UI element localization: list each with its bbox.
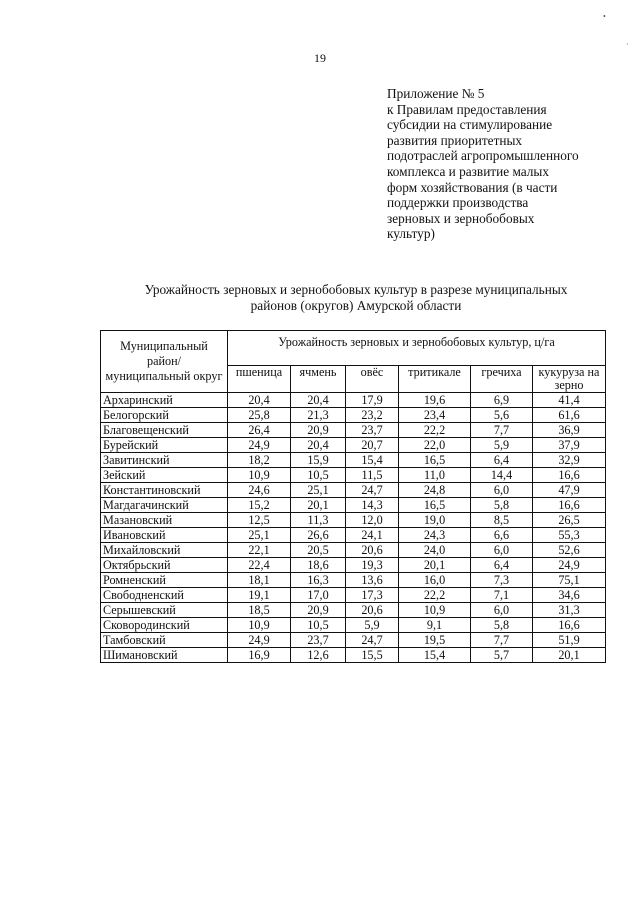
yield-value: 61,6 [533, 408, 606, 423]
yield-value: 20,1 [399, 558, 471, 573]
yield-value: 7,1 [471, 588, 533, 603]
yield-value: 22,0 [399, 438, 471, 453]
table-row [101, 588, 606, 603]
yield-value: 25,1 [291, 483, 346, 498]
yield-value: 25,1 [228, 528, 291, 543]
yield-value: 6,0 [471, 603, 533, 618]
yield-value: 10,5 [291, 618, 346, 633]
yield-value: 5,9 [346, 618, 399, 633]
yield-value: 10,9 [228, 468, 291, 483]
district-name: Мазановский [101, 513, 228, 528]
yield-value: 11,3 [291, 513, 346, 528]
yield-value: 22,1 [228, 543, 291, 558]
yield-value: 7,7 [471, 423, 533, 438]
table-row [101, 543, 606, 558]
yield-value: 16,3 [291, 573, 346, 588]
table-row [101, 423, 606, 438]
yield-value: 14,3 [346, 498, 399, 513]
appendix-note [387, 86, 627, 242]
table-row [101, 468, 606, 483]
yield-value: 9,1 [399, 618, 471, 633]
yield-value: 18,2 [228, 453, 291, 468]
district-name: Серышевский [101, 603, 228, 618]
yield-value: 23,2 [346, 408, 399, 423]
yield-value: 20,1 [533, 648, 606, 663]
yield-value: 15,4 [346, 453, 399, 468]
yield-value: 15,9 [291, 453, 346, 468]
yield-value: 5,8 [471, 498, 533, 513]
title-line: районов (округов) Амурской области [250, 298, 462, 313]
district-name: Михайловский [101, 543, 228, 558]
yield-value: 20,1 [291, 498, 346, 513]
yield-value: 34,6 [533, 588, 606, 603]
yield-value: 31,3 [533, 603, 606, 618]
yield-value: 24,6 [228, 483, 291, 498]
yield-value: 16,0 [399, 573, 471, 588]
yield-value: 19,1 [228, 588, 291, 603]
crop-header-barley: ячмень [291, 366, 346, 393]
appendix-line: комплекса и развитие малых [387, 163, 550, 179]
yield-table-body [101, 393, 606, 663]
table-row [101, 483, 606, 498]
crop-header-corn: кукуруза на зерно [533, 366, 606, 393]
yield-value: 12,6 [291, 648, 346, 663]
yield-value: 19,3 [346, 558, 399, 573]
yield-value: 51,9 [533, 633, 606, 648]
yield-value: 24,1 [346, 528, 399, 543]
yield-value: 16,6 [533, 468, 606, 483]
table-row [101, 513, 606, 528]
yield-value: 41,4 [533, 393, 606, 408]
yield-value: 20,4 [291, 438, 346, 453]
yield-value: 6,0 [471, 543, 533, 558]
appendix-line: зерновых и зернобобовых [387, 210, 535, 226]
yield-value: 24,9 [533, 558, 606, 573]
yield-value: 7,3 [471, 573, 533, 588]
scan-speck: · [626, 40, 629, 49]
yield-value: 75,1 [533, 573, 606, 588]
yield-value: 47,9 [533, 483, 606, 498]
yield-value: 36,9 [533, 423, 606, 438]
district-name: Благовещенский [101, 423, 228, 438]
yield-value: 15,5 [346, 648, 399, 663]
yield-value: 20,6 [346, 603, 399, 618]
appendix-line: к Правилам предоставления [387, 101, 547, 117]
district-name: Архаринский [101, 393, 228, 408]
appendix-line: Приложение № 5 [387, 86, 485, 101]
yield-value: 52,6 [533, 543, 606, 558]
yield-value: 15,2 [228, 498, 291, 513]
district-name: Завитинский [101, 453, 228, 468]
yield-value: 15,4 [399, 648, 471, 663]
document-title [96, 282, 616, 314]
district-name: Ромненский [101, 573, 228, 588]
yield-value: 6,4 [471, 453, 533, 468]
district-name: Магдагачинский [101, 498, 228, 513]
yield-value: 24,7 [346, 633, 399, 648]
yield-value: 5,7 [471, 648, 533, 663]
yield-value: 20,9 [291, 423, 346, 438]
yield-value: 11,5 [346, 468, 399, 483]
table-row [101, 648, 606, 663]
crop-header-triticale: тритикале [399, 366, 471, 393]
district-name: Тамбовский [101, 633, 228, 648]
crop-header-wheat: пшеница [228, 366, 291, 393]
yield-value: 18,1 [228, 573, 291, 588]
yield-value: 12,5 [228, 513, 291, 528]
appendix-line: развития приоритетных [387, 132, 523, 148]
yield-value: 18,6 [291, 558, 346, 573]
table-row [101, 618, 606, 633]
yield-value: 23,7 [346, 423, 399, 438]
yield-value: 6,4 [471, 558, 533, 573]
table-row [101, 453, 606, 468]
yield-value: 18,5 [228, 603, 291, 618]
table-row [101, 438, 606, 453]
district-name: Белогорский [101, 408, 228, 423]
yield-value: 23,4 [399, 408, 471, 423]
yield-value: 6,6 [471, 528, 533, 543]
yield-value: 16,6 [533, 498, 606, 513]
yield-group-header: Урожайность зерновых и зернобобовых культур, ц/га [228, 331, 606, 366]
district-column-header: Муниципальный район/ муниципальный округ [101, 331, 228, 393]
table-row [101, 408, 606, 423]
appendix-line: культур) [387, 226, 435, 242]
table-row [101, 573, 606, 588]
yield-value: 25,8 [228, 408, 291, 423]
yield-value: 26,5 [533, 513, 606, 528]
title-line: Урожайность зерновых и зернобобовых культур в разрезе муниципальных [144, 282, 568, 297]
yield-value: 20,4 [228, 393, 291, 408]
yield-value: 21,3 [291, 408, 346, 423]
yield-value: 5,6 [471, 408, 533, 423]
table-row [101, 558, 606, 573]
yield-value: 22,4 [228, 558, 291, 573]
district-name: Зейский [101, 468, 228, 483]
yield-value: 26,6 [291, 528, 346, 543]
yield-value: 22,2 [399, 423, 471, 438]
yield-value: 16,5 [399, 453, 471, 468]
yield-value: 10,5 [291, 468, 346, 483]
appendix-line: форм хозяйствования (в части [387, 179, 558, 195]
table-row [101, 393, 606, 408]
table-row [101, 528, 606, 543]
yield-value: 13,6 [346, 573, 399, 588]
district-name: Ивановский [101, 528, 228, 543]
district-name: Константиновский [101, 483, 228, 498]
district-name: Октябрьский [101, 558, 228, 573]
yield-value: 24,0 [399, 543, 471, 558]
yield-value: 24,8 [399, 483, 471, 498]
yield-value: 23,7 [291, 633, 346, 648]
table-row [101, 633, 606, 648]
yield-value: 5,9 [471, 438, 533, 453]
yield-value: 17,9 [346, 393, 399, 408]
yield-value: 22,2 [399, 588, 471, 603]
crop-header-oats: овёс [346, 366, 399, 393]
yield-value: 17,0 [291, 588, 346, 603]
yield-value: 24,9 [228, 633, 291, 648]
yield-value: 8,5 [471, 513, 533, 528]
crop-header-buckwheat: гречиха [471, 366, 533, 393]
table-row [101, 603, 606, 618]
appendix-line: субсидии на стимулирование [387, 117, 553, 133]
district-name: Свободненский [101, 588, 228, 603]
yield-value: 32,9 [533, 453, 606, 468]
yield-value: 10,9 [228, 618, 291, 633]
yield-value: 24,9 [228, 438, 291, 453]
yield-value: 20,9 [291, 603, 346, 618]
yield-value: 24,7 [346, 483, 399, 498]
appendix-line: подотраслей агропромышленного [387, 148, 579, 164]
yield-value: 6,9 [471, 393, 533, 408]
yield-value: 19,0 [399, 513, 471, 528]
yield-value: 20,5 [291, 543, 346, 558]
yield-value: 16,5 [399, 498, 471, 513]
yield-value: 24,3 [399, 528, 471, 543]
yield-value: 55,3 [533, 528, 606, 543]
scan-speck: • [603, 12, 606, 21]
yield-table [100, 330, 606, 663]
page-number: 19 [314, 51, 326, 65]
yield-value: 6,0 [471, 483, 533, 498]
yield-value: 16,6 [533, 618, 606, 633]
yield-value: 20,4 [291, 393, 346, 408]
yield-value: 26,4 [228, 423, 291, 438]
yield-value: 5,8 [471, 618, 533, 633]
yield-value: 10,9 [399, 603, 471, 618]
yield-value: 37,9 [533, 438, 606, 453]
yield-value: 7,7 [471, 633, 533, 648]
district-name: Сковородинский [101, 618, 228, 633]
yield-value: 17,3 [346, 588, 399, 603]
district-name: Шимановский [101, 648, 228, 663]
yield-value: 19,6 [399, 393, 471, 408]
table-row [101, 498, 606, 513]
appendix-line: поддержки производства [387, 195, 529, 211]
yield-value: 14,4 [471, 468, 533, 483]
district-name: Бурейский [101, 438, 228, 453]
yield-value: 19,5 [399, 633, 471, 648]
yield-value: 20,7 [346, 438, 399, 453]
yield-value: 20,6 [346, 543, 399, 558]
yield-value: 12,0 [346, 513, 399, 528]
yield-value: 11,0 [399, 468, 471, 483]
yield-value: 16,9 [228, 648, 291, 663]
